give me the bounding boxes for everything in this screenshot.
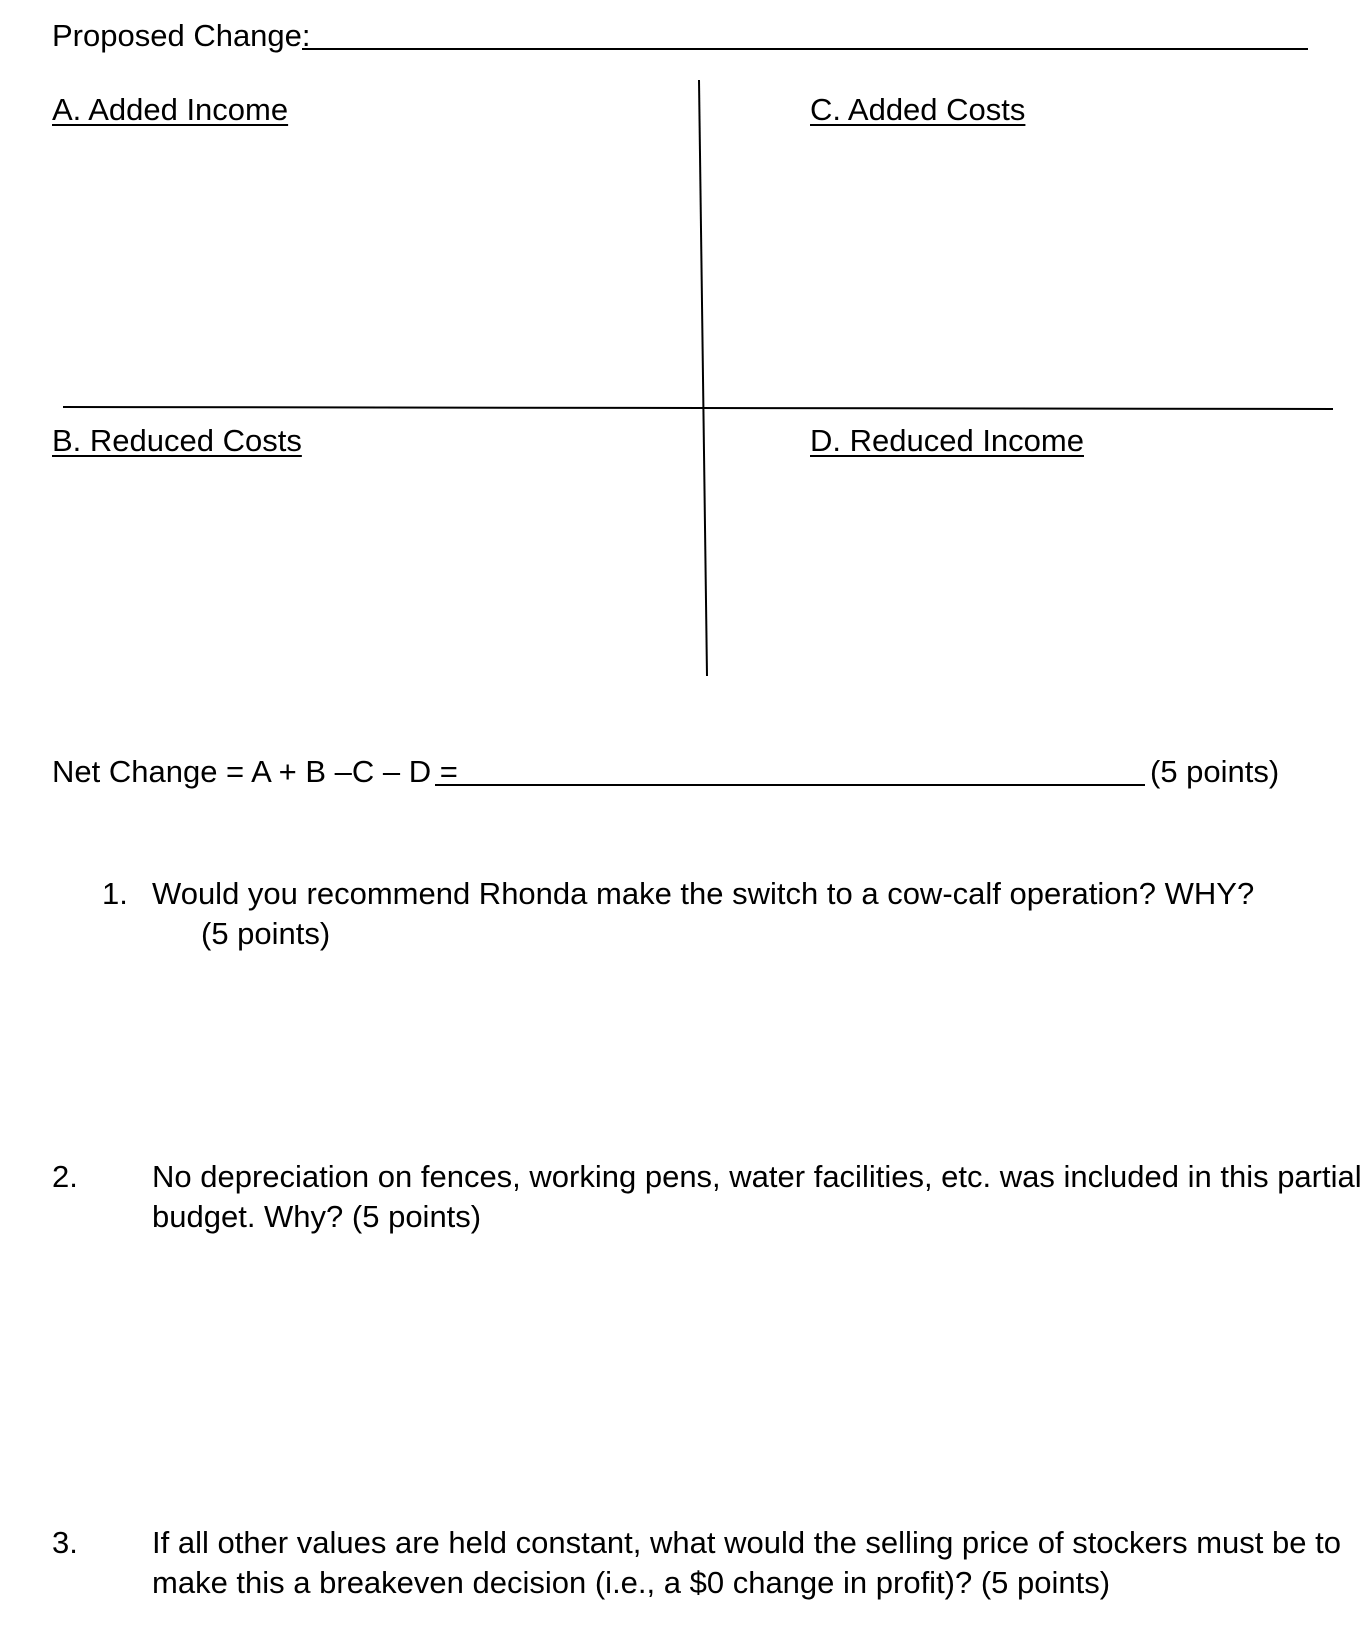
question-2-line-1: No depreciation on fences, working pens, water facilities, etc. was included in this partial bbox=[152, 1159, 1362, 1194]
net-change-label: Net Change = A + B –C – D = bbox=[52, 754, 458, 789]
net-change-points: (5 points) bbox=[1150, 754, 1280, 789]
budget-horizontal-divider bbox=[63, 407, 1333, 409]
question-3-line-1: If all other values are held constant, what would the selling price of stockers must be to bbox=[152, 1525, 1341, 1560]
question-2-line-2: budget. Why? (5 points) bbox=[152, 1199, 482, 1234]
question-1-points: (5 points) bbox=[201, 916, 331, 951]
net-change-field[interactable] bbox=[435, 784, 1145, 786]
budget-vertical-divider bbox=[699, 80, 707, 676]
added-income-heading: A. Added Income bbox=[52, 92, 289, 127]
question-3-line-2: make this a breakeven decision (i.e., a $0 change in profit)? (5 points) bbox=[152, 1565, 1111, 1600]
question-1-text: Would you recommend Rhonda make the switch to a cow-calf operation? WHY? bbox=[152, 876, 1255, 911]
budget-grid-lines bbox=[0, 0, 1370, 700]
added-costs-heading: C. Added Costs bbox=[810, 92, 1026, 127]
proposed-change-label: Proposed Change: bbox=[52, 18, 311, 53]
reduced-income-heading: D. Reduced Income bbox=[810, 423, 1084, 458]
reduced-costs-heading: B. Reduced Costs bbox=[52, 423, 302, 458]
question-1-number: 1. bbox=[102, 876, 128, 911]
question-2-number: 2. bbox=[52, 1159, 78, 1194]
question-3-number: 3. bbox=[52, 1525, 78, 1560]
